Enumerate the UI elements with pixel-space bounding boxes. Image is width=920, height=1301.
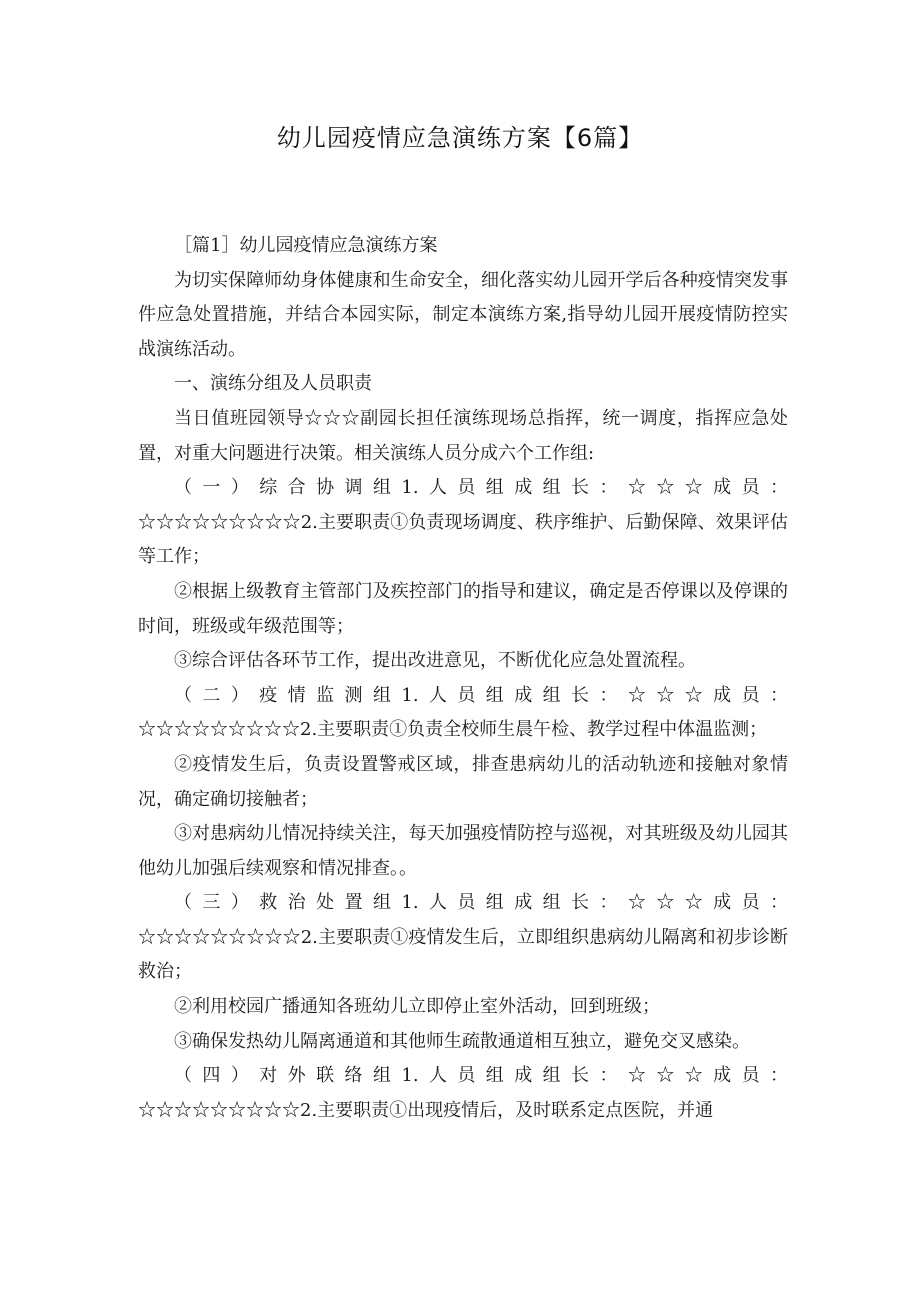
paragraph: ☆☆☆☆☆☆☆☆☆2.主要职责①负责全校师生晨午检、教学过程中体温监测；	[138, 719, 768, 741]
paragraph: 为切实保障师幼身体健康和生命安全，细化落实幼儿园开学后各种疫情突发事件应急处置措施，并结合本园实际，制定本演练方案,指导幼儿园开展疫情防控实战演练活动。	[138, 269, 788, 360]
group-heading: （一）综合协调组1.人员组成组长：☆☆☆成员：	[174, 477, 788, 499]
paragraph: ☆☆☆☆☆☆☆☆☆2.主要职责①负责现场调度、秩序维护、后勤保障、效果评估等工作；	[138, 511, 788, 568]
paragraph: ③确保发热幼儿隔离通道和其他师生疏散通道相互独立，避免交叉感染。	[174, 1030, 750, 1052]
section-heading: ［篇1］幼儿园疫情应急演练方案	[174, 235, 438, 256]
paragraph: ☆☆☆☆☆☆☆☆☆2.主要职责①出现疫情后，及时联系定点医院，并通	[138, 1099, 714, 1121]
group-heading: （二）疫情监测组1.人员组成组长：☆☆☆成员：	[174, 684, 788, 706]
paragraph: 当日值班园领导☆☆☆副园长担任演练现场总指挥，统一调度，指挥应急处置，对重大问题进行决策。相关演练人员分成六个工作组:	[138, 407, 788, 464]
document-title: 幼儿园疫情应急演练方案【6篇】	[276, 124, 644, 152]
paragraph: ☆☆☆☆☆☆☆☆☆2.主要职责①疫情发生后，立即组织患病幼儿隔离和初步诊断救治；	[138, 926, 788, 983]
paragraph: ③对患病幼儿情况持续关注，每天加强疫情防控与巡视，对其班级及幼儿园其他幼儿加强后续观察和情况排查。。	[138, 823, 788, 879]
group-heading: （四）对外联络组1.人员组成组长：☆☆☆成员：	[174, 1065, 788, 1087]
paragraph: ②利用校园广播通知各班幼儿立即停止室外活动，回到班级；	[174, 996, 660, 1018]
document-body	[138, 229, 788, 1128]
paragraph: ②根据上级教育主管部门及疾控部门的指导和建议，确定是否停课以及停课的时间，班级或年级范围等；	[138, 580, 788, 637]
paragraph: ③综合评估各环节工作，提出改进意见，不断优化应急处置流程。	[174, 650, 696, 672]
section-heading: 一、演练分组及人员职责	[174, 373, 372, 395]
group-heading: （三）救治处置组1.人员组成组长：☆☆☆成员：	[174, 892, 788, 914]
paragraph: ②疫情发生后，负责设置警戒区域，排查患病幼儿的活动轨迹和接触对象情况，确定确切接触者；	[138, 753, 788, 810]
